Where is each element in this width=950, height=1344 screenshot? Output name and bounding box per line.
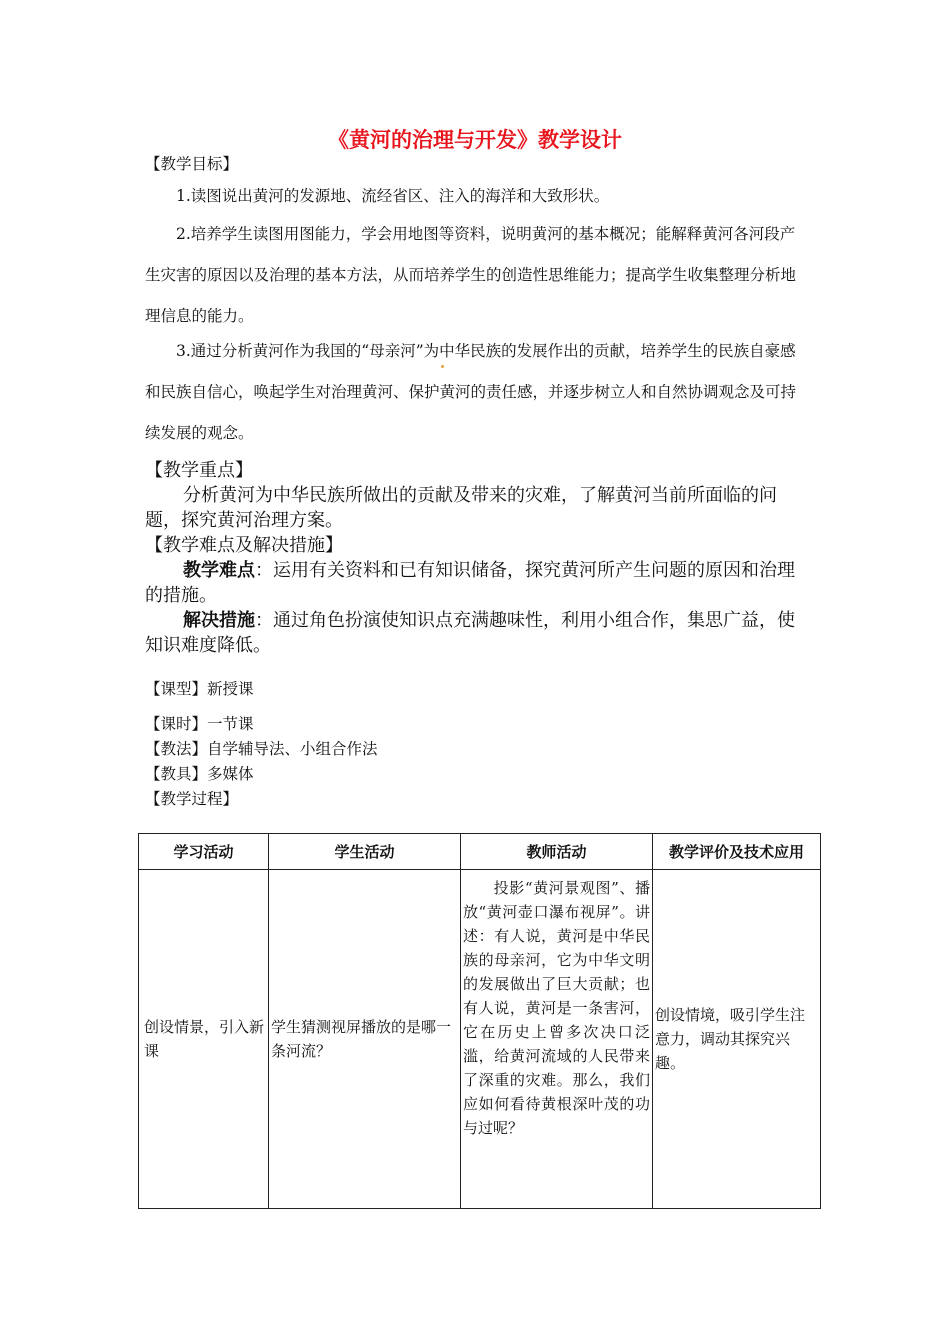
teaching-method: 【教法】自学辅导法、小组合作法 (145, 740, 378, 758)
header-teacher-activity: 教师活动 (461, 834, 653, 870)
goal-item-3-text: 3.通过分析黄河作为我国的“母亲河”为中华民族的发展作出的贡献，培养学生的民族自豪感和民族自信心，唤起学生对治理黄河、保护黄河的责任感，并逐步树立人和自然协调观念及可持续发展的观念。 (145, 342, 797, 442)
goal-item-1-text: 1.读图说出黄河的发源地、流经省区、注入的海洋和大致形状。 (176, 187, 610, 205)
difficulty-paragraph (145, 558, 810, 608)
lesson-type: 【课型】新授课 (145, 680, 254, 698)
difficulty-text: ：运用有关资料和已有知识储备，探究黄河所产生问题的原因和治理的措施。 (145, 560, 795, 606)
key-points-heading: 【教学重点】 (145, 460, 253, 481)
header-learning-activity: 学习活动 (139, 834, 269, 870)
cell-learning-activity: 创设情景，引入新课 (139, 870, 269, 1209)
goal-item-2 (145, 214, 810, 337)
solution-label: 解决措施 (183, 610, 255, 631)
goals-heading: 【教学目标】 (145, 155, 239, 173)
goal-item-3 (145, 331, 810, 454)
table-row (139, 870, 821, 1209)
table-header-row (139, 834, 821, 870)
teaching-process-table (138, 833, 821, 1209)
document-title: 《黄河的治理与开发》教学设计 (328, 128, 622, 152)
cell-teacher-activity (461, 870, 653, 1209)
solution-paragraph (145, 608, 810, 658)
key-points-body: 分析黄河为中华民族所做出的贡献及带来的灾难，了解黄河当前所面临的问题，探究黄河治理方案。 (145, 485, 777, 531)
cell-evaluation: 创设情境，吸引学生注意力，调动其探究兴趣。 (653, 870, 821, 1209)
solution-text: ：通过角色扮演使知识点充满趣味性，利用小组合作，集思广益，使知识难度降低。 (145, 610, 795, 656)
header-student-activity: 学生活动 (269, 834, 461, 870)
difficulties-heading: 【教学难点及解决措施】 (145, 535, 343, 556)
decorative-dot (441, 365, 444, 368)
cell-student-activity: 学生猜测视屏播放的是哪一条河流？ (269, 870, 461, 1209)
difficulty-label: 教学难点 (183, 560, 255, 581)
header-evaluation: 教学评价及技术应用 (653, 834, 821, 870)
teaching-process-heading: 【教学过程】 (145, 790, 239, 808)
goal-item-1 (145, 176, 810, 217)
key-points-text (145, 483, 810, 533)
lesson-time: 【课时】一节课 (145, 715, 254, 733)
teacher-activity-text: 投影“黄河景观图”、播放“黄河壶口瀑布视屏”。讲述：有人说，黄河是中华民族的母亲河，它为中华文明的发展做出了巨大贡献；也有人说，黄河是一条害河，它在历史上曾多次决口泛滥，给黄河流域的人民带来了深重的灾难。那么，我们应如何看待黄根深叶茂的功与过呢？ (463, 879, 650, 1137)
teaching-tools: 【教具】多媒体 (145, 765, 254, 783)
goal-item-2-text: 2.培养学生读图用图能力，学会用地图等资料，说明黄河的基本概况；能解释黄河各河段产生灾害的原因以及治理的基本方法，从而培养学生的创造性思维能力；提高学生收集整理分析地理信息的能力。 (145, 225, 797, 325)
